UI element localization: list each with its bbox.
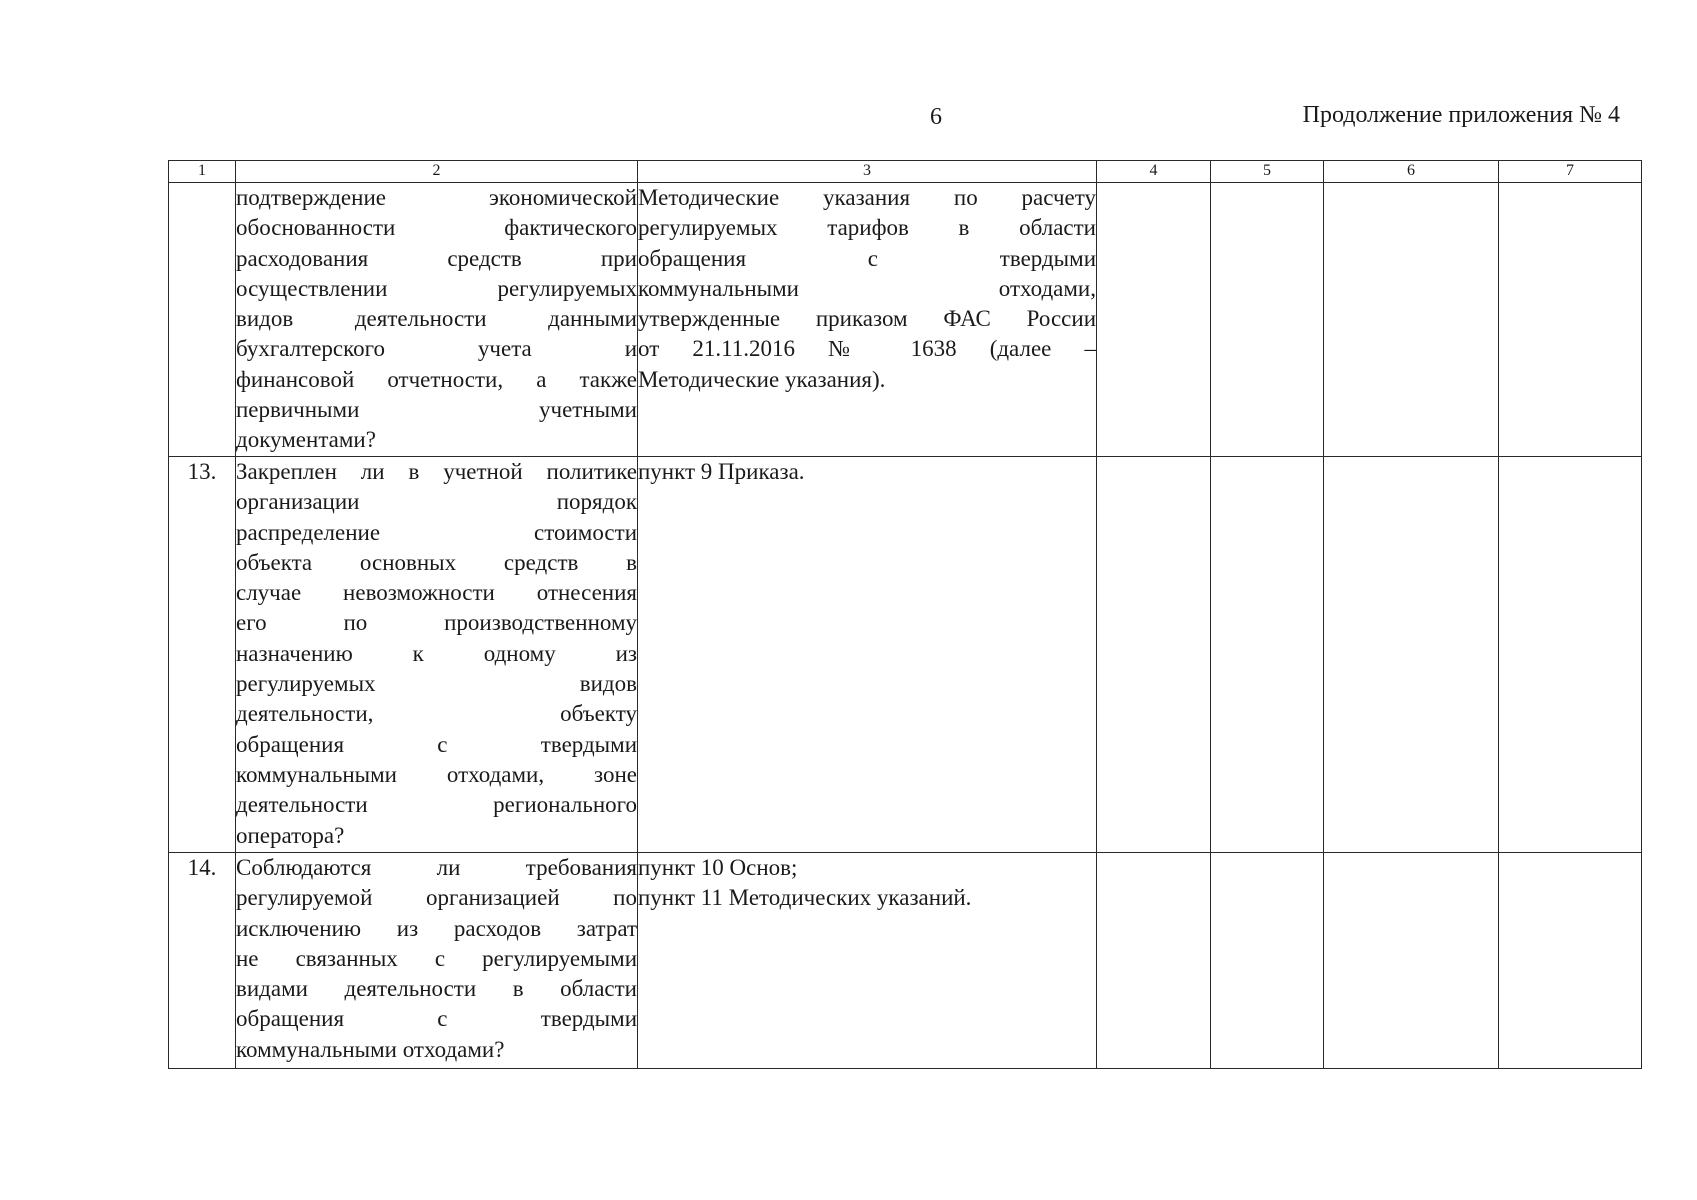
basis-line: Методические указания). xyxy=(638,366,886,392)
empty-cell xyxy=(1499,457,1642,853)
checklist-table xyxy=(168,160,1642,1069)
basis-line: коммунальными отходами, xyxy=(638,275,1096,301)
basis-line: пункт 11 Методических указаний. xyxy=(638,885,972,911)
row-number xyxy=(169,183,236,457)
question-cell xyxy=(236,457,638,853)
question-line: деятельности, объекту xyxy=(236,701,637,727)
question-line: расходования средств при xyxy=(236,245,637,271)
column-header-5: 5 xyxy=(1211,161,1324,183)
question-line: не связанных с регулируемыми xyxy=(236,945,637,971)
table-row xyxy=(169,183,1642,457)
question-line: видами деятельности в области xyxy=(236,976,637,1002)
appendix-continuation-note: Продолжение приложения № 4 xyxy=(1302,102,1620,128)
question-line: бухгалтерского учета и xyxy=(236,336,637,362)
page-number: 6 xyxy=(930,104,942,130)
question-line: финансовой отчетности, а также xyxy=(236,366,637,392)
basis-line: обращения с твердыми xyxy=(638,245,1096,271)
question-line: обращения с твердыми xyxy=(236,1006,637,1032)
question-line: распределение стоимости xyxy=(236,519,637,545)
row-number: 14. xyxy=(169,853,236,1069)
empty-cell xyxy=(1499,183,1642,457)
legal-basis-cell xyxy=(638,853,1097,1069)
question-line: обращения с твердыми xyxy=(236,731,637,757)
basis-line: пункт 10 Основ; xyxy=(638,855,798,880)
empty-cell xyxy=(1211,457,1324,853)
basis-line: Методические указания по расчету xyxy=(638,185,1096,210)
question-cell xyxy=(236,853,638,1069)
empty-cell xyxy=(1097,183,1211,457)
question-line: организации порядок xyxy=(236,489,637,515)
column-header-2: 2 xyxy=(236,161,638,183)
question-line: деятельности регионального xyxy=(236,792,637,818)
question-line: коммунальными отходами? xyxy=(236,1036,505,1062)
question-cell xyxy=(236,183,638,457)
question-line: назначению к одному из xyxy=(236,640,637,666)
question-line: объекта основных средств в xyxy=(236,549,637,575)
empty-cell xyxy=(1324,183,1499,457)
question-line: регулируемой организацией по xyxy=(236,885,637,911)
question-line: регулируемых видов xyxy=(236,671,637,697)
table-row xyxy=(169,457,1642,853)
question-line: Закреплен ли в учетной политике xyxy=(236,459,637,484)
column-header-3: 3 xyxy=(638,161,1097,183)
column-header-1: 1 xyxy=(169,161,236,183)
empty-cell xyxy=(1211,183,1324,457)
question-line: первичными учетными xyxy=(236,397,637,423)
row-number: 13. xyxy=(169,457,236,853)
empty-cell xyxy=(1211,853,1324,1069)
empty-cell xyxy=(1324,853,1499,1069)
question-line: Соблюдаются ли требования xyxy=(236,855,637,880)
empty-cell xyxy=(1324,457,1499,853)
empty-cell xyxy=(1097,457,1211,853)
basis-line: регулируемых тарифов в области xyxy=(638,215,1096,241)
question-line: осуществлении регулируемых xyxy=(236,275,637,301)
column-header-7: 7 xyxy=(1499,161,1642,183)
basis-line: пункт 9 Приказа. xyxy=(638,459,805,484)
question-line: случае невозможности отнесения xyxy=(236,580,637,606)
basis-line: от 21.11.2016 № 1638 (далее – xyxy=(638,336,1096,362)
empty-cell xyxy=(1499,853,1642,1069)
question-line: исключению из расходов затрат xyxy=(236,915,637,941)
legal-basis-cell xyxy=(638,457,1097,853)
question-line: документами? xyxy=(236,427,376,453)
question-line: обоснованности фактического xyxy=(236,215,637,241)
column-header-4: 4 xyxy=(1097,161,1211,183)
column-number-row xyxy=(169,161,1642,183)
question-line: его по производственному xyxy=(236,610,637,636)
legal-basis-cell xyxy=(638,183,1097,457)
question-line: коммунальными отходами, зоне xyxy=(236,761,637,787)
question-line: подтверждение экономической xyxy=(236,185,637,210)
table-row xyxy=(169,853,1642,1069)
empty-cell xyxy=(1097,853,1211,1069)
basis-line: утвержденные приказом ФАС России xyxy=(638,306,1096,332)
question-line: видов деятельности данными xyxy=(236,306,637,332)
column-header-6: 6 xyxy=(1324,161,1499,183)
question-line: оператора? xyxy=(236,822,345,848)
